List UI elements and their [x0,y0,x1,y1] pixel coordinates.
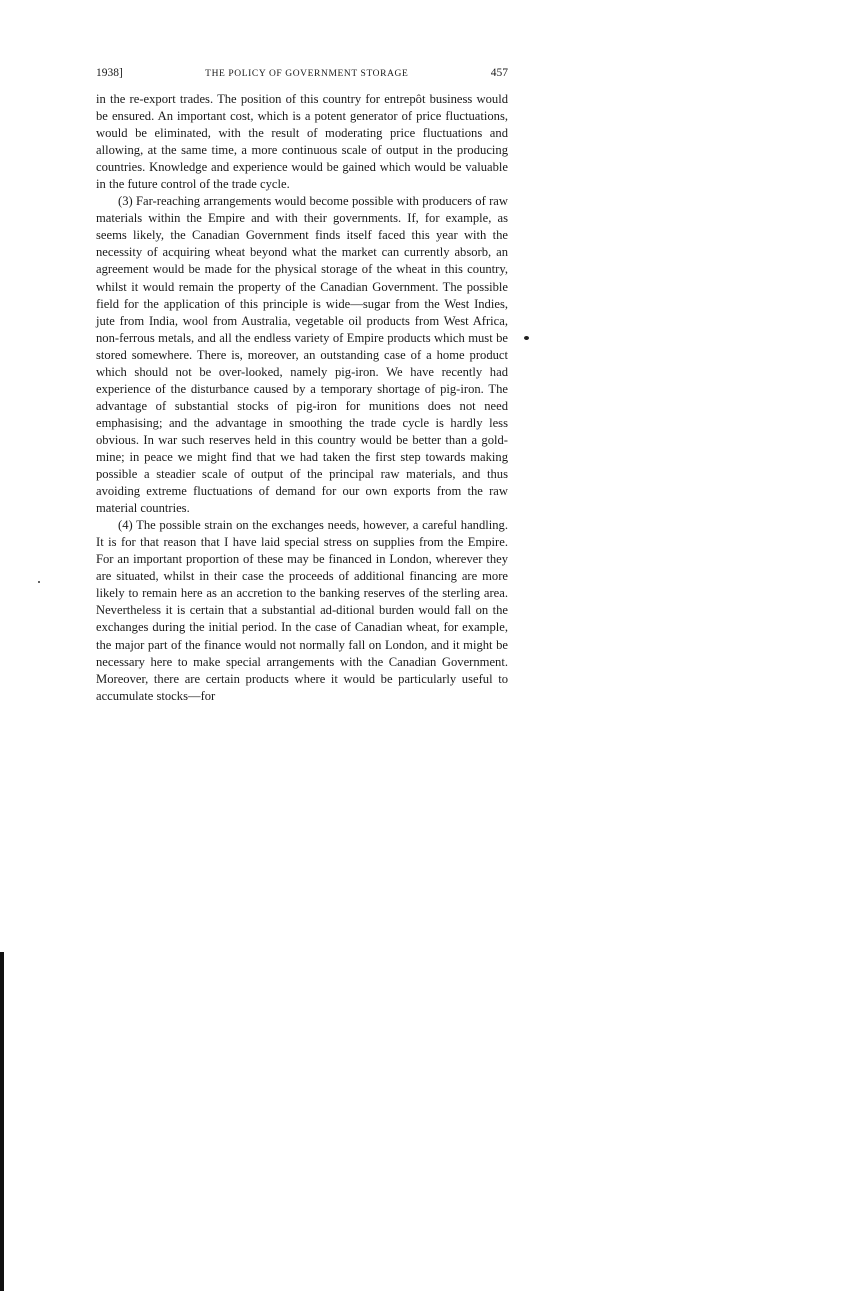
book-page [96,66,508,705]
margin-ink-mark [524,336,529,340]
paragraph-point-4: (4) The possible strain on the exchanges needs, however, a careful handling. It is for that reason that I have laid special stress on supplies from the Empire. For an important proportion of these may be financed in London, wherever they are situated, whilst in their case the proceeds of additional financing are more likely to remain here as an accretion to the banking reserves of the sterling area. Nevertheless it is certain that a substantial ad-ditional burden would fall on the exchanges during the initial period. In the case of Canadian wheat, for example, the major part of the finance would not normally fall on London, and it might be necessary here to make special arrangements with the Canadian Government. Moreover, there are certain products where it would be particularly useful to accumulate stocks—for [96,518,508,703]
paragraph-continuation: in the re-export trades. The position of this country for entrepôt business would be ensured. An important cost, which is a potent generator of price fluctuations, would be eliminated, with the result of moderating price fluctuations and allowing, at the same time, a more continuous scale of output in the producing countries. Knowledge and experience would be gained which would be valuable in the future control of the trade cycle. [96,92,508,192]
margin-ink-speck [38,581,40,583]
header-page-number: 457 [490,67,508,79]
body-text [96,91,508,705]
running-header [96,66,508,81]
paragraph-point-3: (3) Far-reaching arrangements would become possible with producers of raw materials within the Empire and with their governments. If, for example, as seems likely, the Canadian Government finds itself faced this year with the necessity of acquiring wheat beyond what the market can currently absorb, an agreement would be made for the physical storage of the wheat in this country, whilst it would remain the property of the Canadian Government. The possible field for the application of this principle is wide—sugar from the West Indies, jute from India, wool from Australia, vegetable oil products from West Africa, non-ferrous metals, and all the endless variety of Empire products which must be stored somewhere. There is, moreover, an outstanding case of a home product which should not be over-looked, namely pig-iron. We have recently had experience of the disturbance caused by a temporary shortage of pig-iron. The advantage of substantial stocks of pig-iron for munitions does not need emphasising; and the advantage in smoothing the trade cycle is hardly less obvious. In war such reserves held in this country would be better than a gold-mine; in peace we might find that we had taken the first step towards making possible a steadier scale of output of the principal raw materials, and thus avoiding extreme fluctuations of demand for our own exports from the raw material countries. [96,194,508,516]
scan-edge-bar [0,952,4,1291]
header-title: THE POLICY OF GOVERNMENT STORAGE [205,69,409,79]
header-year: 1938] [96,67,123,79]
